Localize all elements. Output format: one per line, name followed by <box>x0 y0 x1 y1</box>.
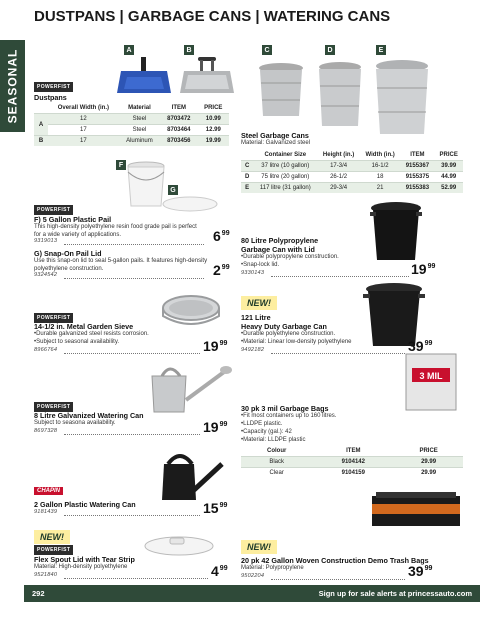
pail-price: $6^{99}$ <box>213 228 230 244</box>
col-width: Overall Width (in.) <box>48 103 119 114</box>
steel-can-medium-image <box>315 58 365 130</box>
table-row: Black 9104142 29.99 <box>241 457 463 468</box>
steel-can-small-image <box>255 58 307 120</box>
sieve-sku: 8966764 <box>34 347 58 353</box>
can80-sku: 9330143 <box>241 270 265 276</box>
watering8-title: 8 Litre Galvanized Watering Can <box>34 411 144 420</box>
lid-sku: 9324542 <box>34 272 58 278</box>
powerfist-logo: POWERFIST <box>34 82 73 92</box>
table-row: D 75 litre (20 gallon) 26-1/2 18 9155375 44.99 <box>241 172 463 183</box>
watering2-price: $15^{99}$ <box>203 500 228 516</box>
table-row: 17 Steel 8703464 12.99 <box>34 125 229 136</box>
sieve-title: 14-1/2 in. Metal Garden Sieve <box>34 322 134 331</box>
col-material: Material <box>119 103 160 114</box>
flex-spout-lid-image <box>140 532 218 558</box>
trash20-price: $39^{99}$ <box>408 563 433 579</box>
dustpans-table <box>34 103 229 146</box>
photo-label-g: G <box>168 185 178 195</box>
plastic-watering-can-image <box>150 446 228 504</box>
new-badge-spout: NEW! <box>34 530 70 544</box>
pail-title: F) 5 Gallon Plastic Pail <box>34 215 112 224</box>
col-price: PRICE <box>198 103 229 114</box>
steel-cans-material: Material: Galvanized steel <box>241 140 311 146</box>
photo-label-e: E <box>376 45 386 55</box>
col-item: ITEM <box>160 103 197 114</box>
photo-label-a: A <box>124 45 134 55</box>
watering2-sku: 9181439 <box>34 509 58 515</box>
can121-price: $39^{99}$ <box>408 338 433 354</box>
lid-description: Use this snap-on lid to seal 5-gallon pails. It features high-density polyethylene construction. <box>34 258 208 272</box>
table-row: E 117 litre (31 gallon) 29-3/4 21 9155383 52.99 <box>241 183 463 194</box>
can121-sku: 9492182 <box>241 347 265 353</box>
photo-label-b: B <box>184 45 194 55</box>
photo-label-d: D <box>325 45 335 55</box>
dustpans-heading: Dustpans <box>34 93 67 102</box>
new-badge: NEW! <box>241 296 277 310</box>
watering2-title: 2 Gallon Plastic Watering Can <box>34 500 136 509</box>
blue-dustpan-image <box>115 55 173 97</box>
powerfist-logo-sieve: POWERFIST <box>34 313 73 323</box>
table-row: C 37 litre (10 gallon) 17-3/4 16-1/2 9155367 39.99 <box>241 161 463 172</box>
chapin-logo: CHAPIN <box>34 487 63 495</box>
bags-table: Colour ITEM PRICE Black 9104142 29.99 Clear 9104159 29.99 <box>241 446 463 478</box>
powerfist-logo-spout: POWERFIST <box>34 545 73 555</box>
steel-can-large-image <box>372 56 432 138</box>
can80-title2: Garbage Can with Lid <box>241 245 315 254</box>
pail-sku: 9319013 <box>34 238 58 244</box>
watering8-sku: 8697328 <box>34 428 58 434</box>
80l-garbage-can-image <box>366 200 426 264</box>
steel-cans-table: Container Size Height (in.) Width (in.) ITEM PRICE C 37 litre (10 gallon) 17-3/4 16-1/2 9155367 39.99 D 75 litre (20 gallon) 26-1/2 18 9155375 44.99 E 117 litre (31 gallon) 29-3/4 21 9155383 52.99 <box>241 150 463 193</box>
page-title: DUSTPANS | GARBAGE CANS | WATERING CANS <box>34 8 391 25</box>
spout-price: $4^{99}$ <box>211 563 228 579</box>
footer-bar <box>24 585 480 602</box>
garbage-bags-box-image <box>404 352 460 412</box>
svg-text:3 MIL: 3 MIL <box>419 371 443 381</box>
demo-trash-bags-image <box>370 490 464 532</box>
pail-description: This high-density polyethylene resin food grade pail is perfect for a wide variety of applications. <box>34 224 197 238</box>
section-tab: SEASONAL <box>0 40 25 132</box>
garden-sieve-image <box>160 292 222 330</box>
page-number: 292 <box>32 589 45 598</box>
sieve-price: $19^{99}$ <box>203 338 228 354</box>
signup-link[interactable]: Sign up for sale alerts at princessauto.com <box>318 589 472 598</box>
can80-price: $19^{99}$ <box>411 261 436 277</box>
can121-title2: Heavy Duty Garbage Can <box>241 322 327 331</box>
trash20-sku: 9502204 <box>241 573 265 579</box>
powerfist-logo-pail: POWERFIST <box>34 205 73 215</box>
watering8-price: $19^{99}$ <box>203 419 228 435</box>
table-row: B 17 Aluminum 8703456 19.99 <box>34 136 229 147</box>
lid-price: $2^{99}$ <box>213 262 230 278</box>
aluminum-dustpan-image <box>178 55 236 97</box>
new-badge-trash: NEW! <box>241 540 277 554</box>
pail-lid-image <box>160 194 220 214</box>
can80-title: 80 Litre Polypropylene <box>241 236 319 245</box>
trash20-title: 20 pk 42 Gallon Woven Construction Demo Trash Bags <box>241 556 429 565</box>
spout-title: Flex Spout Lid with Tear Strip <box>34 555 135 564</box>
lid-title: G) Snap-On Pail Lid <box>34 249 102 258</box>
spout-sku: 9521840 <box>34 572 58 578</box>
steel-cans-heading: Steel Garbage Cans <box>241 131 309 140</box>
can121-title: 121 Litre <box>241 313 271 322</box>
galvanized-watering-can-image <box>142 360 238 416</box>
table-row: Clear 9104159 29.99 <box>241 468 463 479</box>
bags-title: 30 pk 3 mil Garbage Bags <box>241 404 329 413</box>
photo-label-f: F <box>116 160 126 170</box>
photo-label-c: C <box>262 45 272 55</box>
table-row: A 12 Steel 8703472 10.99 <box>34 114 229 125</box>
powerfist-logo-watering: POWERFIST <box>34 402 73 412</box>
